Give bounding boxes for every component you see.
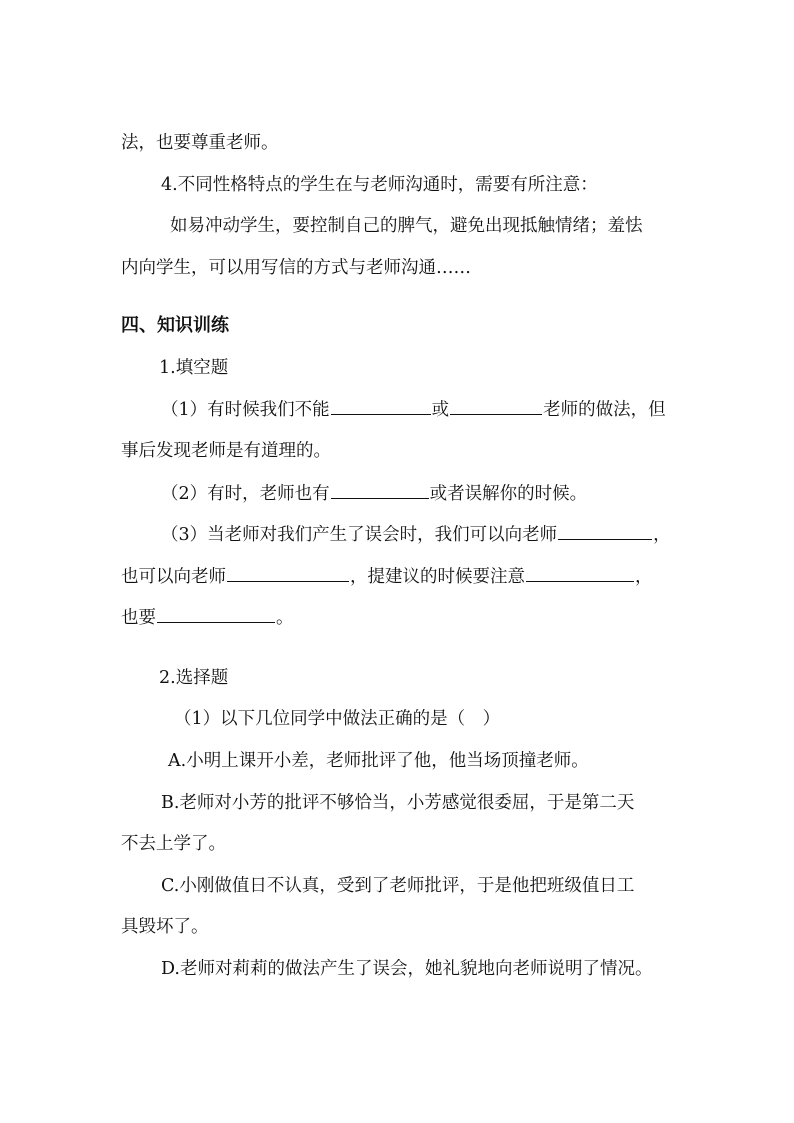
text: 具毁坏了。: [121, 917, 209, 937]
text: 也要: [121, 608, 156, 628]
text: 事后发现老师是有道理的。: [121, 441, 331, 461]
text: 2.选择题: [159, 668, 229, 688]
paragraph-line: [0, 255, 794, 281]
choice-question: [0, 706, 794, 732]
text: ，: [653, 525, 671, 545]
text: 或者误解你的时候。: [429, 484, 588, 504]
answer-blank[interactable]: [450, 396, 542, 415]
text: 或: [431, 400, 450, 420]
answer-blank[interactable]: [526, 563, 634, 582]
section-title: 四、知识训练: [121, 315, 229, 336]
fill-blank-q1: [0, 396, 794, 423]
text: 老师的做法，但: [543, 400, 666, 420]
fill-blank-q3-line3: [0, 604, 794, 631]
option-c-continued: [0, 914, 794, 940]
text: C.小刚做值日不认真，受到了老师批评，于是他把班级值日工: [161, 876, 635, 896]
fill-blank-q3-line2: [0, 563, 794, 590]
answer-blank[interactable]: [331, 480, 429, 499]
fill-blank-q2: [0, 480, 794, 507]
text: 。: [276, 608, 294, 628]
list-item-4: [0, 172, 794, 198]
text: （1）有时候我们不能: [161, 400, 330, 420]
subsection-label: [0, 665, 794, 691]
text: 也可以向老师: [121, 567, 226, 587]
text: 1.填空题: [159, 358, 229, 378]
text: D.老师对莉莉的做法产生了误会，她礼貌地向老师说明了情况。: [161, 959, 653, 979]
text: 4.不同性格特点的学生在与老师沟通时，需要有所注意：: [161, 175, 598, 195]
text: （2）有时，老师也有: [161, 484, 330, 504]
answer-blank[interactable]: [157, 604, 275, 623]
text: 不去上学了。: [121, 834, 226, 854]
text: （1）以下几位同学中做法正确的是（ ）: [174, 709, 501, 729]
section-heading: [0, 313, 794, 339]
fill-blank-q3: [0, 521, 794, 548]
option-d: [0, 956, 794, 982]
text: 法，也要尊重老师。: [121, 133, 279, 153]
text: 如易冲动学生，要控制自己的脾气，避免出现抵触情绪；羞怯: [170, 216, 643, 236]
paragraph-line: [0, 130, 794, 156]
answer-blank[interactable]: [331, 396, 431, 415]
option-b-continued: [0, 831, 794, 857]
subsection-label: [0, 355, 794, 381]
text: A.小明上课开小差，老师批评了他，他当场顶撞老师。: [168, 751, 589, 771]
option-c: [0, 873, 794, 899]
text: ，: [635, 567, 653, 587]
text: ，提建议的时候要注意: [350, 567, 525, 587]
text: （3）当老师对我们产生了误会时，我们可以向老师: [161, 525, 558, 545]
answer-blank[interactable]: [227, 563, 349, 582]
answer-blank[interactable]: [558, 521, 652, 540]
paragraph-line: [0, 213, 794, 239]
option-b: [0, 790, 794, 816]
option-a: [0, 748, 794, 774]
paragraph-line: [0, 438, 794, 464]
text: 内向学生，可以用写信的方式与老师沟通……: [121, 258, 471, 278]
text: B.老师对小芳的批评不够恰当，小芳感觉很委屈，于是第二天: [161, 793, 635, 813]
